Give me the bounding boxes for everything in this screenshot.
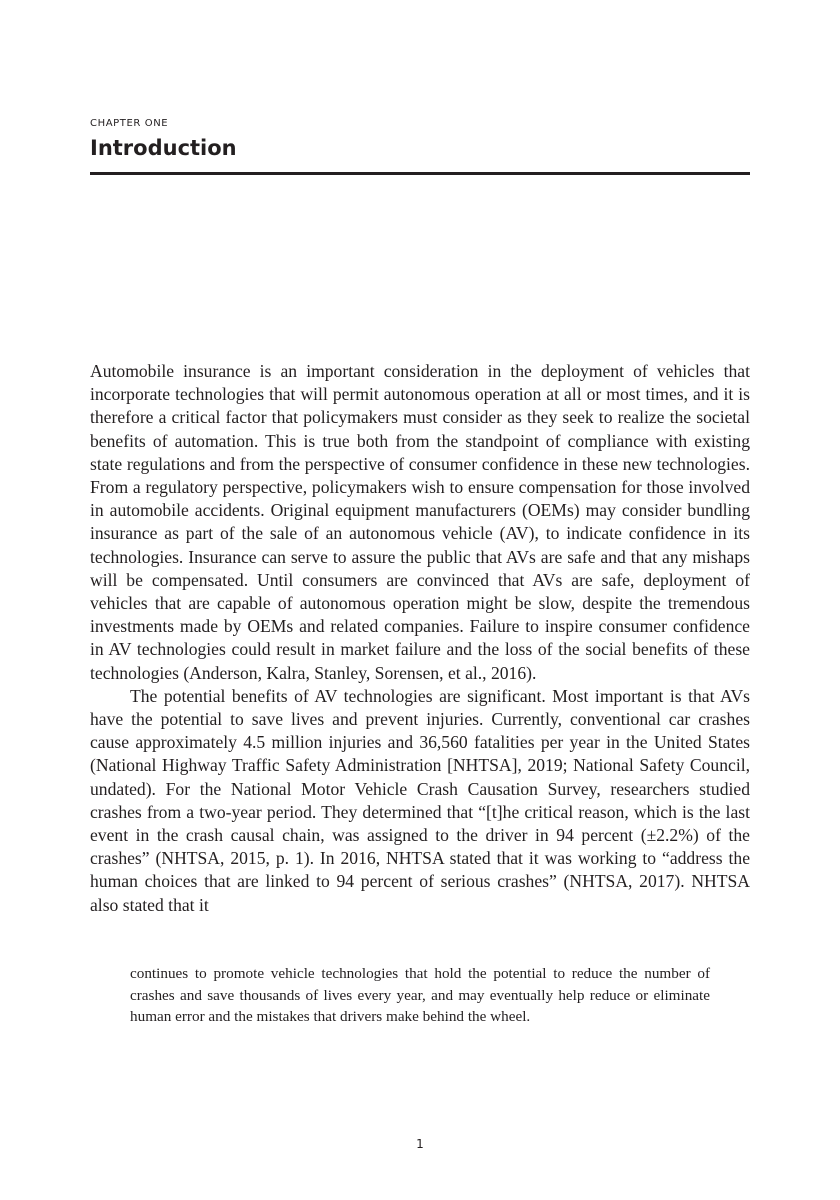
- body-text: [90, 360, 750, 917]
- chapter-title: Introduction: [90, 136, 237, 160]
- title-rule: [90, 172, 750, 175]
- page-number: 1: [416, 1137, 424, 1151]
- paragraph: Automobile insurance is an important consideration in the deployment of vehicles that incorporate technologies that will permit autonomous operation at all or most times, and it is therefore a critical factor that policymakers must consider as they seek to realize the societal benefits of automation. This is true both from the standpoint of compliance with existing state regulations and from the perspective of consumer confidence in these new technologies. From a regulatory perspective, policymakers wish to ensure compensation for those involved in automobile accidents. Original equipment manufacturers (OEMs) may consider bundling insurance as part of the sale of an autonomous vehicle (AV), to indicate confidence in its technologies. Insurance can serve to assure the public that AVs are safe and that any mishaps will be compensated. Until consumers are convinced that AVs are safe, deployment of vehicles that are capable of autonomous operation might be slow, despite the tremendous investments made by OEMs and related companies. Failure to inspire consumer confidence in AV technologies could result in market failure and the loss of the social benefits of these technologies (Anderson, Kalra, Stanley, Sorensen, et al., 2016).: [90, 361, 750, 683]
- paragraph: The potential benefits of AV technologies are significant. Most important is that AVs have the potential to save lives and prevent injuries. Currently, conventional car crashes cause approximately 4.5 million injuries and 36,560 fatalities per year in the United States (National Highway Traffic Safety Administration [NHTSA], 2019; National Safety Council, undated). For the National Motor Vehicle Crash Causation Survey, researchers studied crashes from a two-year period. They determined that “[t]he critical reason, which is the last event in the crash causal chain, was assigned to the driver in 94 percent (±2.2%) of the crashes” (NHTSA, 2015, p. 1). In 2016, NHTSA stated that it was working to “address the human choices that are linked to 94 percent of serious crashes” (NHTSA, 2017). NHTSA also stated that it: [90, 685, 750, 915]
- chapter-label: CHAPTER ONE: [90, 118, 169, 129]
- block-quote: continues to promote vehicle technologies that hold the potential to reduce the number of crashes and save thousands of lives every year, and may eventually help reduce or eliminate human error and the mistakes that drivers make behind the wheel.: [130, 965, 710, 1025]
